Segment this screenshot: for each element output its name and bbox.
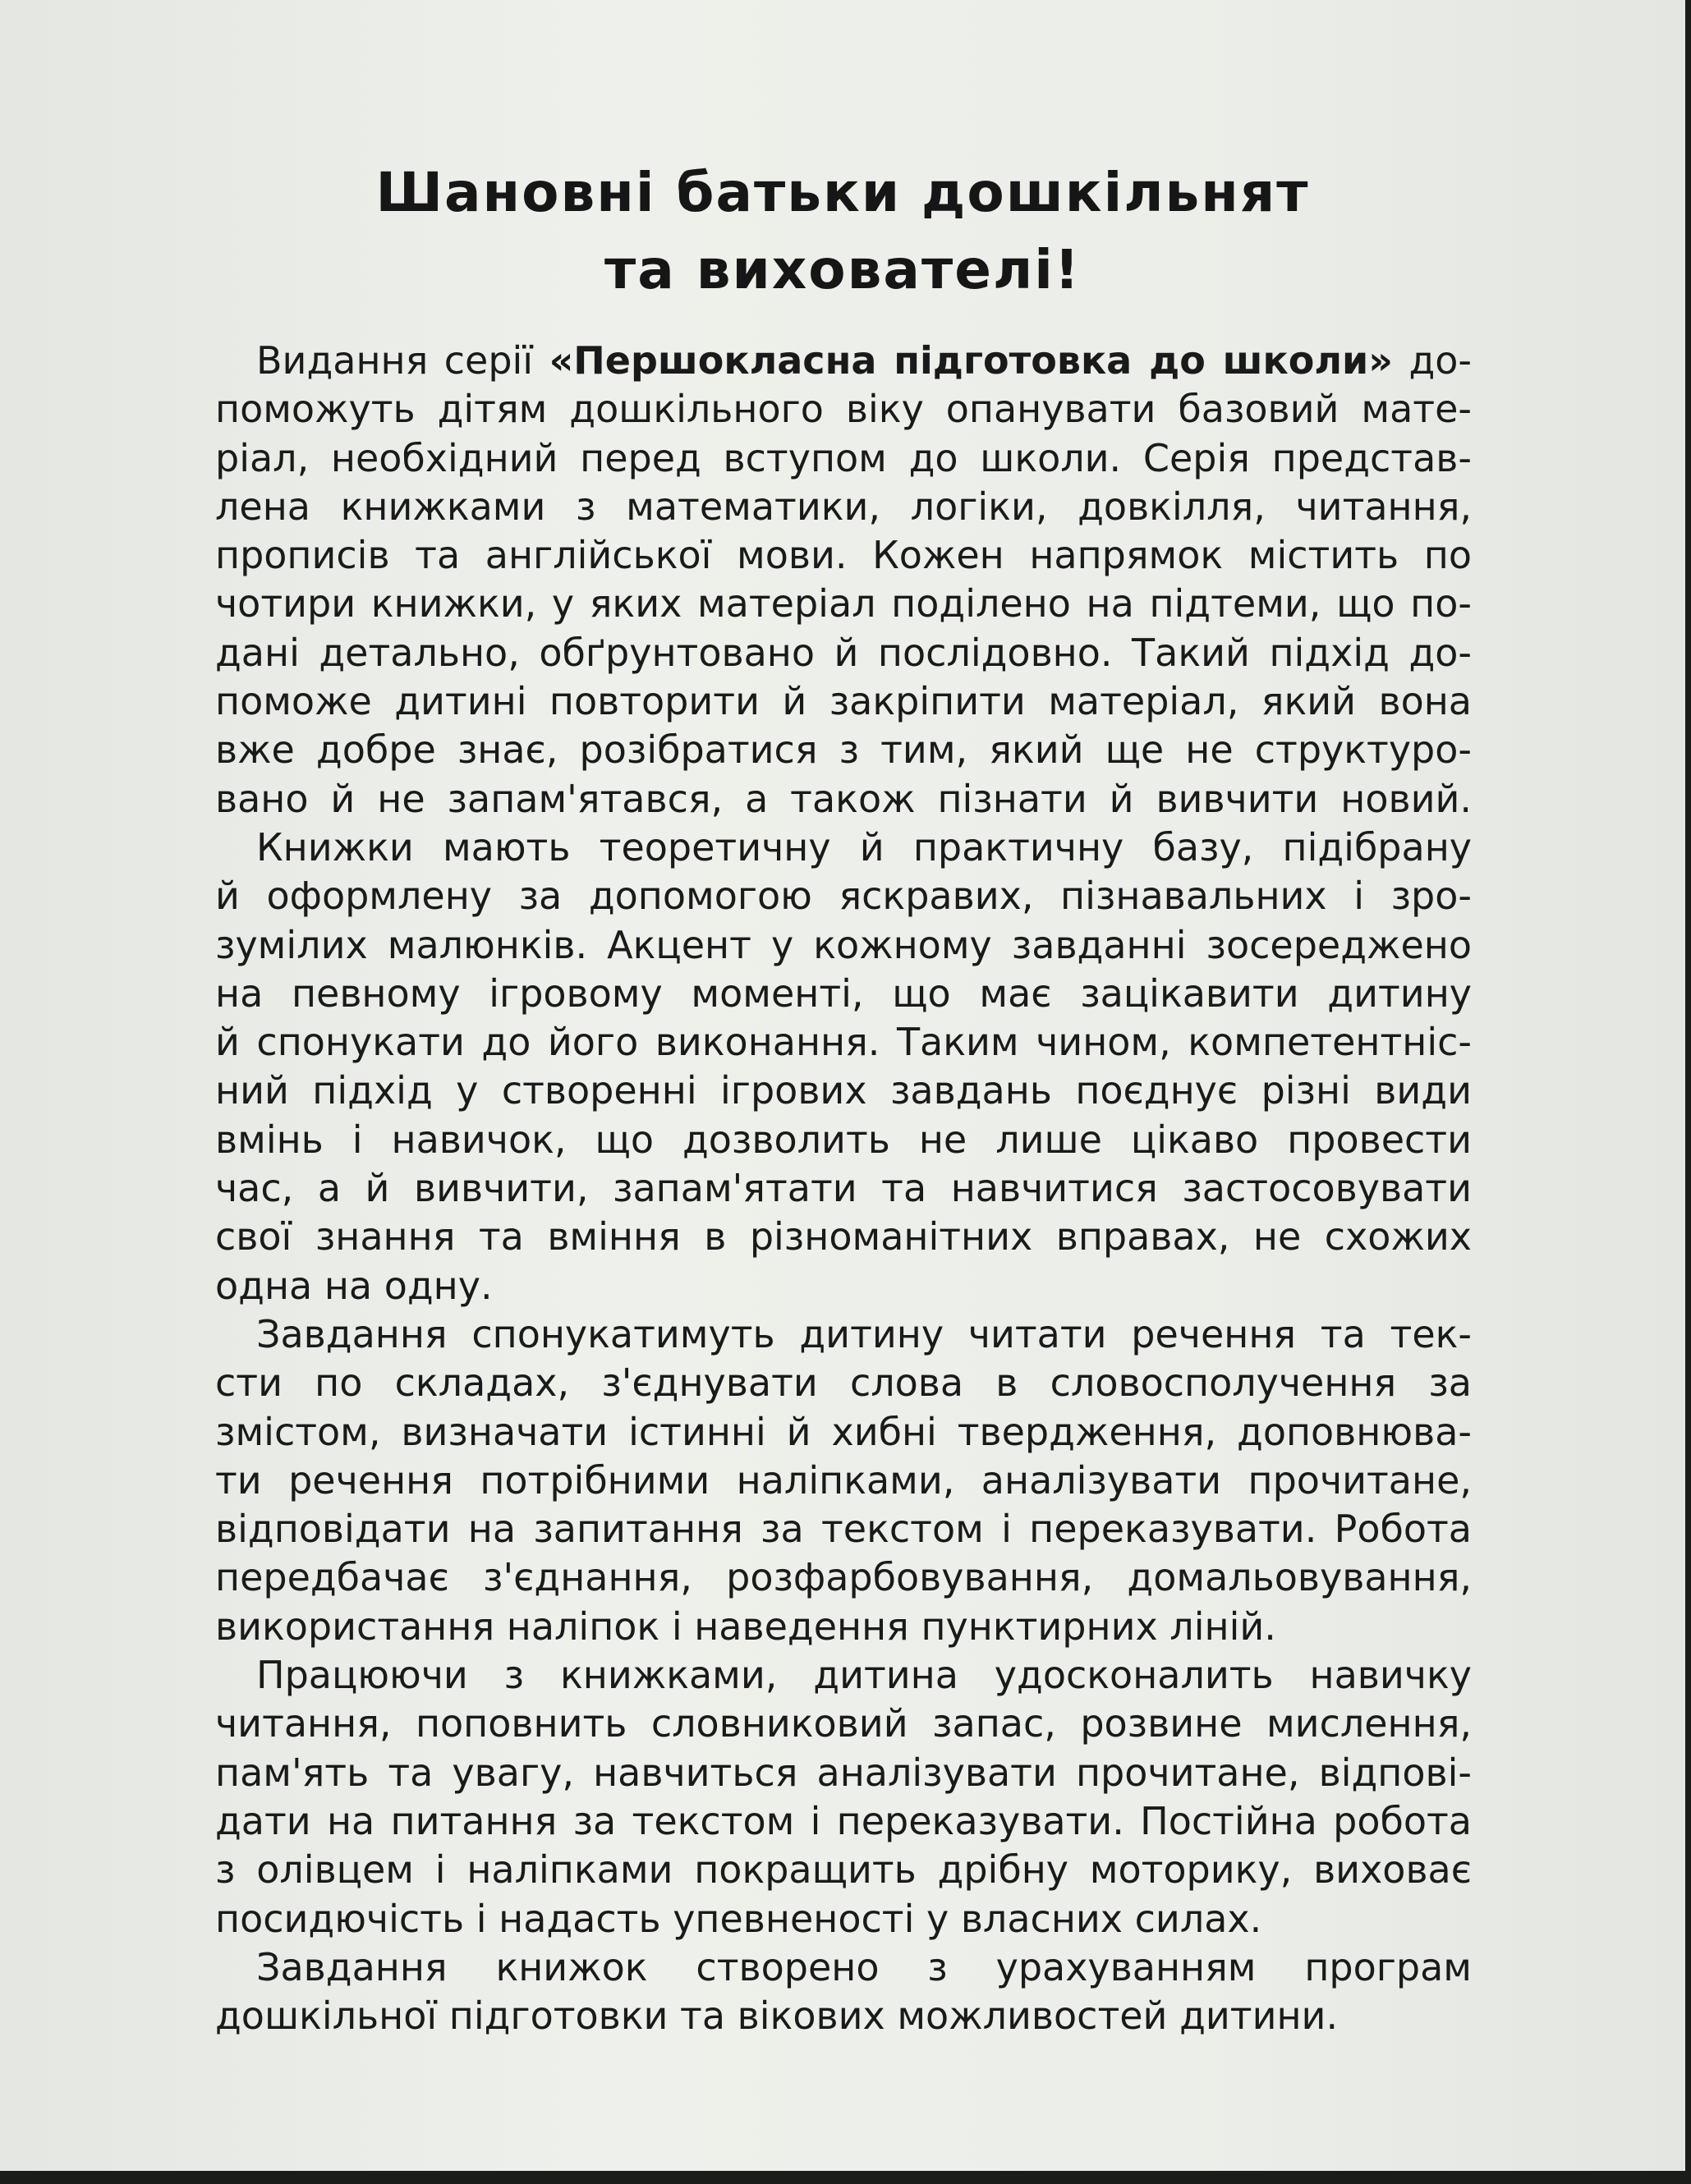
paragraph-4 bbox=[215, 1651, 1472, 1943]
text-line: й оформлену за допомогою яскравих, пізнавальних і зро- bbox=[215, 874, 1472, 919]
paragraph-3 bbox=[215, 1310, 1472, 1651]
text-run: до- bbox=[1408, 338, 1473, 383]
text-line: передбачає з'єднання, розфарбовування, домальовування, bbox=[215, 1555, 1472, 1600]
text-line: читання, поповнить словниковий запас, розвине мислення, bbox=[215, 1701, 1472, 1746]
series-name: «Першокласна підготовка до школи» bbox=[549, 338, 1393, 383]
text-line: час, а й вивчити, запам'ятати та навчитися застосовувати bbox=[215, 1166, 1472, 1211]
text-line: відповідати на запитання за текстом і переказувати. Робота bbox=[215, 1507, 1472, 1552]
text-line: з олівцем і наліпками покращить дрібну моторику, виховає bbox=[215, 1847, 1472, 1893]
text-line: дошкільної підготовки та вікових можливостей дитини. bbox=[215, 1994, 1339, 2039]
body-text bbox=[215, 337, 1472, 2040]
text-line: Працюючи з книжками, дитина удосконалить навичку bbox=[256, 1653, 1472, 1698]
text-line: використання наліпок і наведення пунктирних ліній. bbox=[215, 1604, 1276, 1649]
text-line: одна на одну. bbox=[215, 1263, 493, 1308]
text-line: Книжки мають теоретичну й практичну базу, підібрану bbox=[256, 824, 1472, 869]
paragraph-5 bbox=[215, 1943, 1472, 2041]
text-line: ти речення потрібними наліпками, аналізувати прочитане, bbox=[215, 1457, 1472, 1503]
text-line: ний підхід у створенні ігрових завдань поєднує різні види bbox=[215, 1068, 1472, 1113]
text-line: прописів та англійської мови. Кожен напрямок містить по bbox=[215, 533, 1472, 578]
text-line: вмінь і навичок, що дозволить не лише цікаво провести bbox=[215, 1117, 1472, 1162]
paragraph-2 bbox=[215, 824, 1472, 1310]
text-line: Завдання книжок створено з урахуванням програм bbox=[256, 1944, 1472, 1989]
text-line: вано й не запам'ятався, а також пізнати й вивчити новий. bbox=[215, 776, 1472, 821]
page-title bbox=[0, 154, 1685, 309]
text-line: пам'ять та увагу, навчиться аналізувати прочитане, відпові- bbox=[215, 1750, 1472, 1795]
text-line: свої знання та вміння в різноманітних вправах, не схожих bbox=[215, 1214, 1472, 1259]
paragraph-1 bbox=[215, 337, 1472, 824]
text-line: поможуть дітям дошкільного віку опанувати базовий мате- bbox=[215, 387, 1472, 432]
text-line: ріал, необхідний перед вступом до школи. Серія представ- bbox=[215, 435, 1472, 480]
text-line bbox=[215, 337, 1472, 385]
text-line: змістом, визначати істинні й хибні твердження, доповнюва- bbox=[215, 1409, 1472, 1454]
title-line-1: Шановні батьки дошкільнят bbox=[375, 161, 1310, 224]
text-line: зумілих малюнків. Акцент у кожному завданні зосереджено bbox=[215, 922, 1472, 967]
text-line: дані детально, обґрунтовано й послідовно. Такий підхід до- bbox=[215, 630, 1472, 675]
text-line: посидючість і надасть упевненості у власних силах. bbox=[215, 1896, 1262, 1941]
text-line: дати на питання за текстом і переказувати. Постійна робота bbox=[215, 1798, 1472, 1843]
text-line: вже добре знає, розібратися з тим, який ще не структуро- bbox=[215, 727, 1472, 773]
text-line: на певному ігровому моменті, що має зацікавити дитину bbox=[215, 970, 1472, 1016]
title-line-2: та вихователі! bbox=[604, 238, 1082, 301]
text-line: сти по складах, з'єднувати слова в словосполучення за bbox=[215, 1360, 1472, 1406]
text-line: поможе дитині повторити й закріпити матеріал, який вона bbox=[215, 679, 1472, 724]
text-line: Завдання спонукатимуть дитину читати речення та тек- bbox=[256, 1311, 1472, 1356]
text-line: лена книжками з математики, логіки, довкілля, читання, bbox=[215, 484, 1472, 529]
text-run: Видання серії bbox=[256, 338, 534, 383]
text-line: й спонукати до його виконання. Таким чином, компетентніс- bbox=[215, 1020, 1472, 1065]
text-line: чотири книжки, у яких матеріал поділено на підтеми, що по- bbox=[215, 581, 1472, 626]
